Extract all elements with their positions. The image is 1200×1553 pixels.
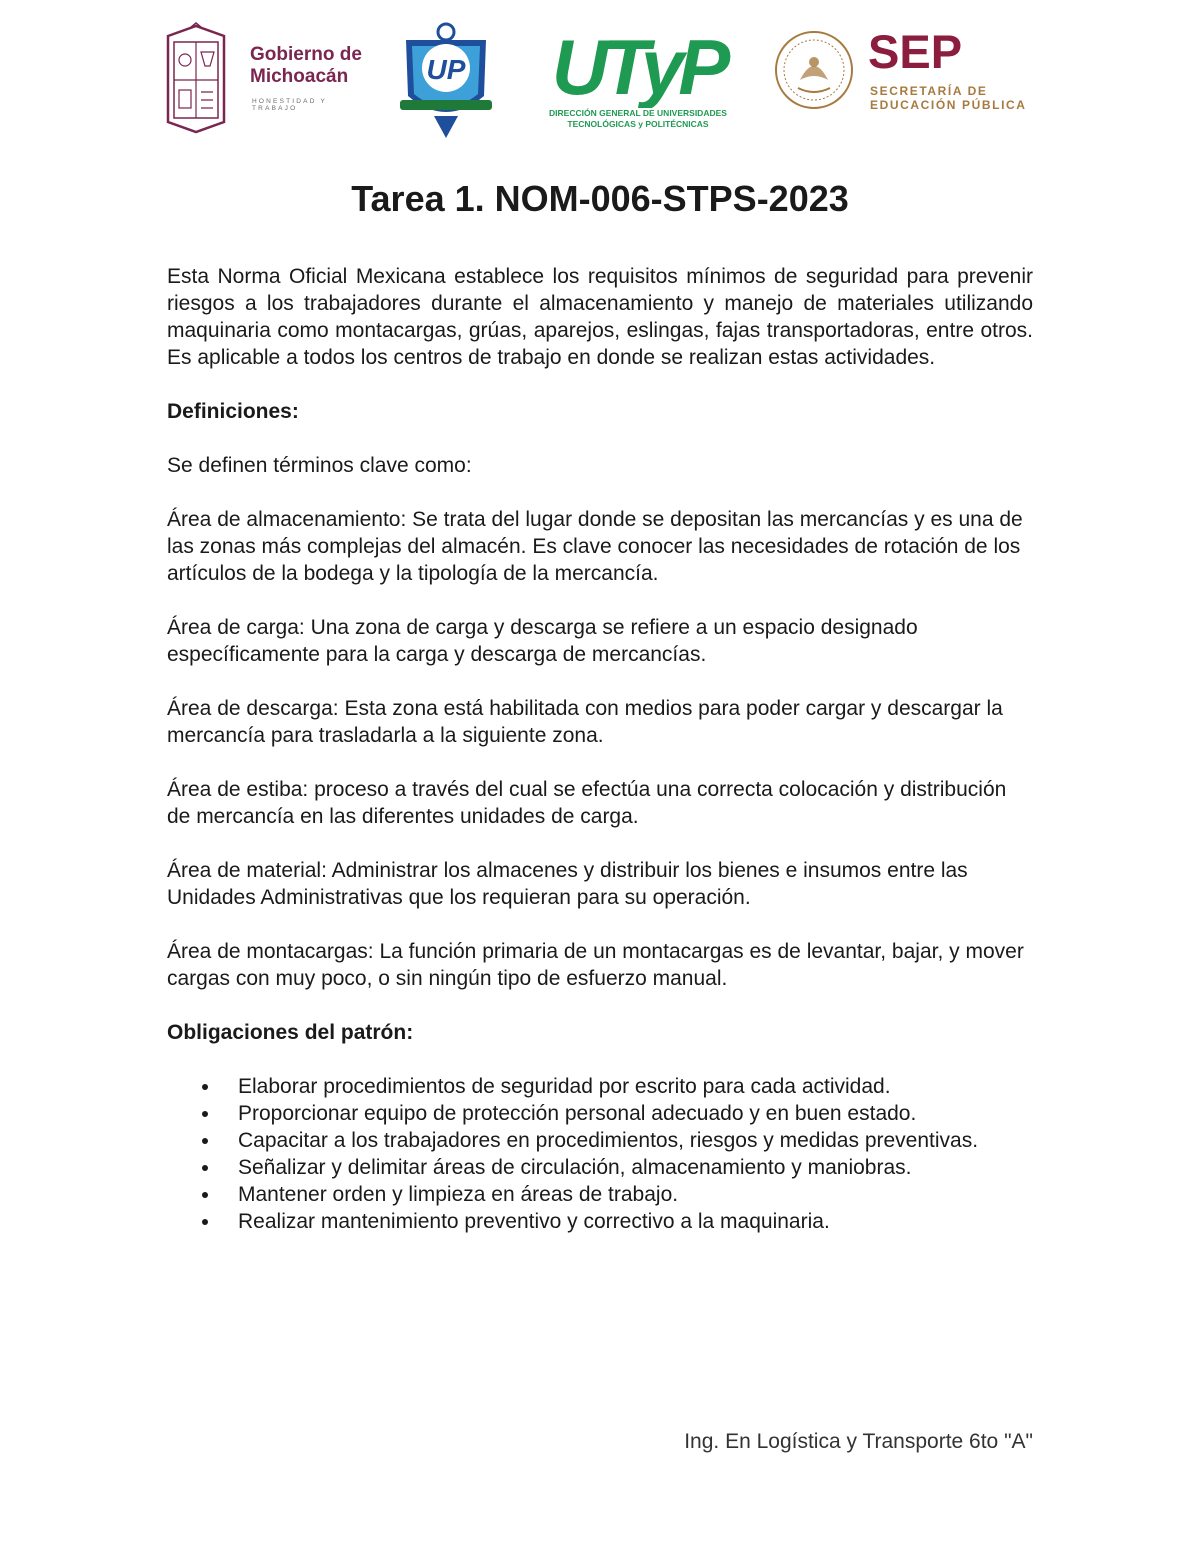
utp-logo-text: UTyP xyxy=(551,24,725,108)
national-seal-icon xyxy=(772,28,856,112)
sep-logo xyxy=(772,25,1042,128)
intro-paragraph: Esta Norma Oficial Mexicana establece los requisitos mínimos de seguridad para prevenir riesgos a los trabajadores durante el almacenamiento y manejo de materiales utilizando maquinaria como montacargas, grúas, aparejos, eslingas, fajas transportadoras, entre otros. Es aplicable a todos los centros de trabajo en donde se realizan estas actividades. xyxy=(167,265,1033,369)
definitions-heading: Definiciones: xyxy=(167,400,299,423)
obligations-list xyxy=(167,1073,1033,1235)
obligation-item: Realizar mantenimiento preventivo y correctivo a la maquinaria. xyxy=(238,1208,1033,1235)
definition-item: Área de descarga: Esta zona está habilitada con medios para poder cargar y descargar la mercancía para trasladarla a la siguiente zona. xyxy=(167,697,1003,747)
document-body xyxy=(167,263,1033,1235)
michoacan-logo xyxy=(164,22,374,134)
obligation-item: Capacitar a los trabajadores en procedimientos, riesgos y medidas preventivas. xyxy=(238,1127,1033,1154)
definitions-intro: Se definen términos clave como: xyxy=(167,454,472,477)
definition-item: Área de estiba: proceso a través del cual se efectúa una correcta colocación y distribución de mercancía en las diferentes unidades de carga. xyxy=(167,778,1007,828)
utp-mark-icon xyxy=(536,24,740,108)
michoacan-shield-icon xyxy=(164,22,228,134)
document-title: Tarea 1. NOM-006-STPS-2023 xyxy=(351,178,849,219)
sep-word: SEP xyxy=(868,25,963,78)
obligation-item: Señalizar y delimitar áreas de circulación, almacenamiento y maniobras. xyxy=(238,1154,1033,1181)
obligation-item: Mantener orden y limpieza en áreas de trabajo. xyxy=(238,1181,1033,1208)
up-shield-icon xyxy=(394,16,498,140)
header-logos xyxy=(160,14,1040,144)
sep-subtitle: SECRETARÍA DE EDUCACIÓN PÚBLICA xyxy=(870,84,1027,112)
definition-item: Área de material: Administrar los almacenes y distribuir los bienes e insumos entre las Unidades Administrativas que los requieran para su operación. xyxy=(167,859,968,909)
utp-caption: DIRECCIÓN GENERAL DE UNIVERSIDADES TECNOLÓGICAS y POLITÉCNICAS xyxy=(549,108,727,129)
page-footer: Ing. En Logística y Transporte 6to "A" xyxy=(684,1430,1033,1453)
michoacan-name: Gobierno de Michoacán xyxy=(250,44,362,87)
definition-item: Área de almacenamiento: Se trata del lugar donde se depositan las mercancías y es una de las zonas más complejas del almacén. Es clave conocer las necesidades de rotación de los artículos de la bodega y la tipología de la mercancía. xyxy=(167,508,1023,585)
utp-logo xyxy=(536,24,740,134)
obligation-item: Proporcionar equipo de protección personal adecuado y en buen estado. xyxy=(238,1100,1033,1127)
up-logo-text: UP xyxy=(426,54,466,85)
obligations-heading: Obligaciones del patrón: xyxy=(167,1021,414,1044)
up-logo xyxy=(394,16,498,140)
michoacan-motto: HONESTIDAD Y TRABAJO xyxy=(252,98,327,112)
definition-item: Área de montacargas: La función primaria de un montacargas es de levantar, bajar, y mover cargas con muy poco, o sin ningún tipo de esfuerzo manual. xyxy=(167,940,1024,990)
obligation-item: Elaborar procedimientos de seguridad por escrito para cada actividad. xyxy=(238,1073,1033,1100)
definition-item: Área de carga: Una zona de carga y descarga se refiere a un espacio designado específicamente para la carga y descarga de mercancías. xyxy=(167,616,918,666)
